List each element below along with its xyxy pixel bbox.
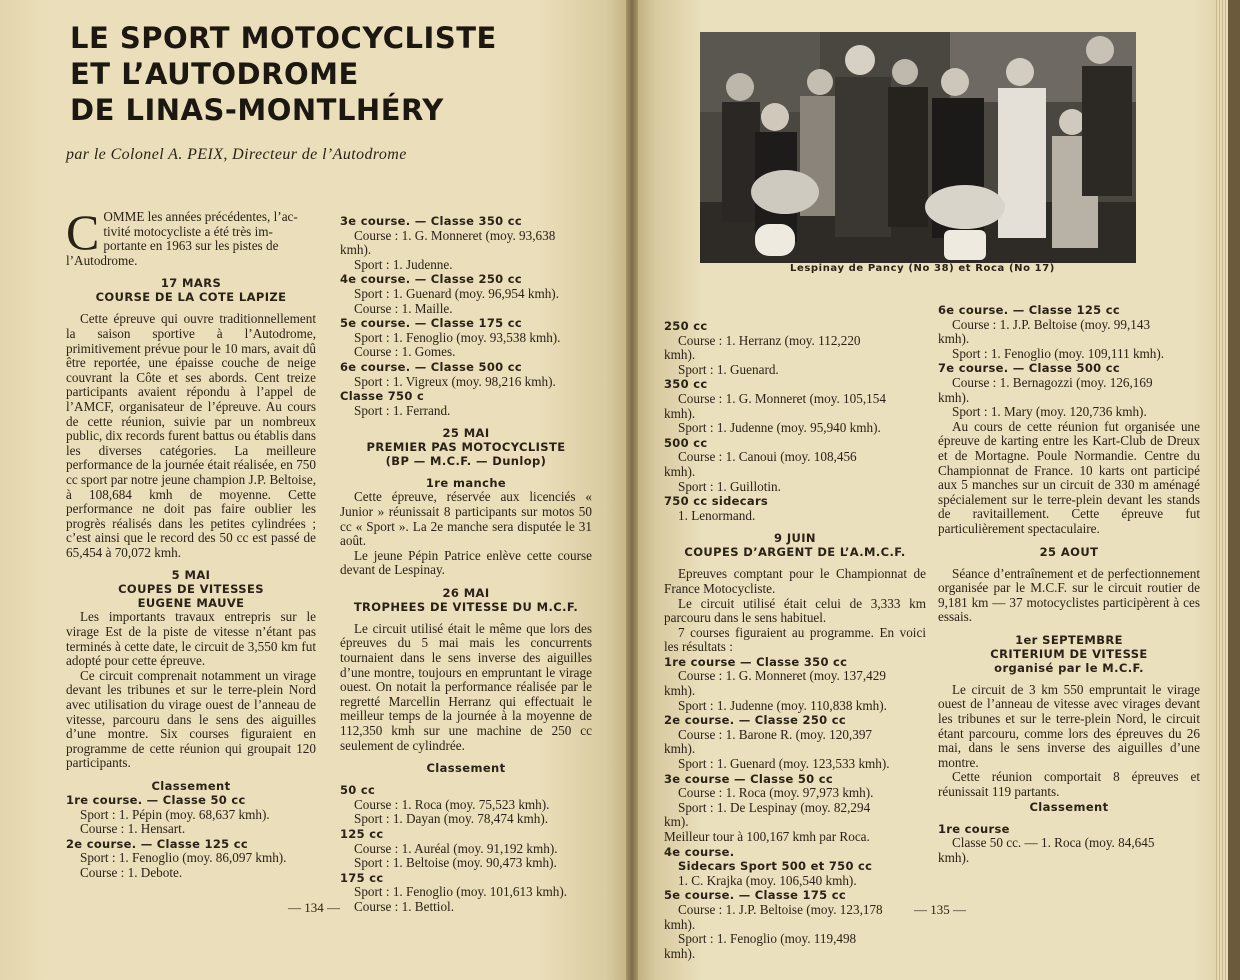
paragraph: Le circuit utilisé était celui de 3,333 km parcouru dans le sens habituel. bbox=[664, 595, 926, 626]
text-line: l’Autodrome. bbox=[66, 252, 138, 268]
race-heading: 3e course — Classe 50 cc bbox=[664, 771, 834, 786]
section-heading: COUPES D’ARGENT DE L’A.M.C.F. bbox=[684, 545, 906, 560]
result-line: Sport : 1. Fenoglio (moy. 101,613 kmh). bbox=[354, 884, 568, 900]
right-column-1 bbox=[664, 319, 926, 961]
class-heading: 750 cc sidecars bbox=[664, 494, 769, 509]
section-heading: COURSE DE LA COTE LAPIZE bbox=[95, 290, 287, 305]
race-heading: Classe 750 c bbox=[340, 389, 425, 404]
manche-heading: 1re manche bbox=[425, 476, 507, 491]
paragraph: Cette réunion comportait 8 épreuves et réunissait 119 partants. bbox=[938, 769, 1200, 800]
result-line: Sport : 1. Dayan (moy. 78,474 kmh). bbox=[354, 811, 549, 827]
section-heading: TROPHEES DE VITESSE DU M.C.F. bbox=[353, 599, 579, 614]
result-line: Course : 1. Herranz (moy. 112,220 bbox=[678, 332, 861, 348]
result-line: kmh). bbox=[664, 405, 696, 421]
result-line: Classe 50 cc. — 1. Roca (moy. 84,645 bbox=[952, 835, 1155, 851]
result-line: 1. C. Krajka (moy. 106,540 kmh). bbox=[678, 872, 857, 888]
result-line: Course : 1. J.P. Beltoise (moy. 123,178 bbox=[678, 901, 883, 917]
result-line: Sport : 1. Pépin (moy. 68,637 kmh). bbox=[80, 806, 270, 822]
race-heading: Sidecars Sport 500 et 750 cc bbox=[678, 859, 873, 874]
section-subheading: organisé par le M.C.F. bbox=[994, 660, 1144, 675]
paragraph: Les importants travaux entrepris sur le virage Est de la piste de vitesse n’étant pas terminés à cette date, le circuit de 3,550 km fut adopté pour cette épreuve. bbox=[66, 609, 316, 669]
paragraph: Le circuit de 3 km 550 empruntait le virage ouest de l’anneau de vitesse avec virages devant les tribunes et sur le terre-plein Nord, le circuit étant parcouru, comme lors des épreuves du 26 mai, dans le sens inverse des aiguilles d’une montre. bbox=[938, 681, 1200, 770]
text-line: portante en 1963 sur les pistes de bbox=[103, 238, 279, 254]
race-heading: 6e course. — Classe 125 cc bbox=[938, 303, 1120, 317]
section-date: 26 MAI bbox=[442, 585, 490, 600]
left-column-2 bbox=[340, 214, 592, 915]
result-line: Sport : 1. Mary (moy. 120,736 kmh). bbox=[952, 404, 1147, 420]
result-line: Sport : 1. Fenoglio (moy. 109,111 kmh). bbox=[952, 345, 1165, 361]
section-heading: EUGENE MAUVE bbox=[137, 596, 245, 611]
result-line: 1. Lenormand. bbox=[678, 507, 756, 523]
book-gutter bbox=[626, 0, 638, 980]
result-line: Course : 1. G. Monneret (moy. 137,429 bbox=[678, 668, 886, 684]
intro-paragraph bbox=[66, 204, 316, 268]
section-heading: PREMIER PAS MOTOCYCLISTE bbox=[366, 440, 566, 455]
section-date: 25 MAI bbox=[442, 426, 490, 441]
result-line: kmh). bbox=[664, 945, 696, 961]
right-column-2 bbox=[938, 303, 1200, 865]
result-line: Sport : 1. Judenne (moy. 95,940 kmh). bbox=[678, 420, 881, 436]
classement-heading: Classement bbox=[426, 761, 506, 776]
paragraph: Séance d’entraînement et de perfectionnement organisée par le M.C.F. sur le circuit routier de 9,181 km — 37 motocyclistes participèrent à ces essais. bbox=[938, 565, 1200, 625]
race-photo bbox=[700, 32, 1136, 263]
result-line: Sport : 1. Guenard (moy. 123,533 kmh). bbox=[678, 756, 890, 772]
race-heading: 6e course. — Classe 500 cc bbox=[340, 359, 522, 374]
section-date: 1er SEPTEMBRE bbox=[1015, 632, 1123, 647]
byline: par le Colonel A. PEIX, Directeur de l’Autodrome bbox=[66, 146, 407, 163]
result-line: Sport : 1. Fenoglio (moy. 86,097 kmh). bbox=[80, 850, 287, 866]
result-line: Sport : 1. Fenoglio (moy. 119,498 bbox=[678, 931, 857, 947]
result-line: Sport : 1. Fenoglio (moy. 93,538 kmh). bbox=[354, 329, 561, 345]
race-heading: 1re course bbox=[938, 821, 1010, 836]
race-heading: 4e course. bbox=[664, 844, 735, 859]
race-heading: 4e course. — Classe 250 cc bbox=[340, 272, 522, 287]
result-line: kmh). bbox=[664, 463, 696, 479]
paragraph: Ce circuit comprenait notamment un virage devant les tribunes et sur le terre-plein Nord avec utilisation du virage ouest de l’anneau de vitesse, parcouru dans le sens des aiguilles d’une montre. Six courses figuraient en programme de cette réunion qui groupait 120 participants. bbox=[66, 667, 316, 771]
classement-heading: Classement bbox=[1029, 799, 1109, 814]
photo-illustration bbox=[700, 32, 1136, 263]
result-line: kmh). bbox=[938, 389, 970, 405]
result-line: Sport : 1. Judenne. bbox=[354, 256, 453, 272]
section-date: 17 MARS bbox=[160, 276, 222, 291]
page-number: — 134 — bbox=[288, 900, 340, 915]
race-heading: 7e course. — Classe 500 cc bbox=[938, 361, 1120, 376]
result-line: kmh). bbox=[664, 741, 696, 757]
result-line: Course : 1. Gomes. bbox=[354, 344, 456, 360]
paragraph: Cette épreuve qui ouvre traditionnellement la saison sportive à l’Autodrome, primitivement prévue pour le 10 mars, avait dû être reportée, une épaisse couche de neige couvrant la Côte et ses abords. Cent treize participants avaient répondu à l’appel de l’AMCF, organisateur de l’épreuve. Au cours de cette réunion, suivie par un nombreux public, dix records furent battus ou établis dans les diverses catégories. La meilleure performance de la journée était réalisée, en 750 cc sport par notre jeune champion J.P. Beltoise, à 108,684 kmh de moyenne. Cette performance ne doit pas faire oublier les progrès réalisés dans les petites cylindrées ; c’est ainsi que le record des 50 cc est passé de 65,454 à 70,072 kmh. bbox=[66, 311, 316, 560]
paragraph: Le jeune Pépin Patrice enlève cette course devant de Lespinay. bbox=[340, 547, 592, 578]
class-heading: 500 cc bbox=[664, 435, 708, 450]
race-heading: 3e course. — Classe 350 cc bbox=[340, 214, 522, 228]
result-line: Course : 1. Roca (moy. 75,523 kmh). bbox=[354, 796, 550, 812]
classement-heading: Classement bbox=[151, 779, 231, 793]
class-heading: 250 cc bbox=[664, 319, 708, 333]
class-heading: 350 cc bbox=[664, 377, 708, 392]
race-heading: 2e course. — Classe 125 cc bbox=[66, 836, 248, 851]
result-line: Course : 1. Barone R. (moy. 120,397 bbox=[678, 726, 873, 742]
section-date: 25 AOUT bbox=[1039, 544, 1099, 559]
paragraph: 7 courses figuraient au programme. En voici les résultats : bbox=[664, 624, 926, 655]
result-line: kmh). bbox=[938, 331, 970, 347]
result-line: Sport : 1. Guillotin. bbox=[678, 478, 781, 494]
race-heading: 5e course. — Classe 175 cc bbox=[664, 888, 846, 903]
race-heading: 1re course — Classe 350 cc bbox=[664, 654, 848, 669]
paragraph: Au cours de cette réunion fut organisée une épreuve de karting entre les Kart-Club de Dreux et de Mortagne. Poule Normandie. Centre du Championnat de France. 10 karts ont participé aux 5 manches sur un circuit de 330 m aménagé spécialement sur le terre-plein devant les stands de ravitaillement. Cette épreuve fut particulièrement spectaculaire. bbox=[938, 418, 1200, 536]
result-line: Sport : 1. Beltoise (moy. 90,473 kmh). bbox=[354, 855, 557, 871]
result-line: Course : 1. Debote. bbox=[80, 864, 183, 880]
result-line: kmh). bbox=[340, 242, 372, 258]
race-heading: 2e course. — Classe 250 cc bbox=[664, 713, 846, 728]
result-line: Course : 1. G. Monneret (moy. 93,638 bbox=[354, 227, 556, 243]
section-subheading: (BP — M.C.F. — Dunlop) bbox=[385, 454, 547, 469]
text-line: OMME les années précédentes, l’ac- bbox=[103, 209, 298, 224]
page-edge bbox=[1216, 0, 1228, 980]
result-line: Course : 1. Maille. bbox=[354, 300, 453, 316]
class-heading: 175 cc bbox=[340, 870, 384, 885]
result-line: Course : 1. Hensart. bbox=[80, 821, 186, 837]
result-line: km). bbox=[664, 814, 689, 830]
result-line: Sport : 1. Ferrand. bbox=[354, 402, 451, 418]
result-line: kmh). bbox=[664, 683, 696, 699]
result-line: Course : 1. Canoui (moy. 108,456 bbox=[678, 449, 857, 465]
result-line: Course : 1. Bettiol. bbox=[354, 898, 455, 914]
class-heading: 50 cc bbox=[340, 783, 376, 798]
section-heading: COUPES DE VITESSES bbox=[118, 582, 264, 597]
paragraph: Le circuit utilisé était le même que lors des épreuves du 5 mai mais les concurrents tournaient dans le sens inverse des aiguilles d’une montre, toujours en empruntant le virage ouest. On notait la performance réalisée par le regretté Marcellin Herranz qui effectuait le meilleur temps de la journée à la moyenne de 112,350 kmh sur une machine de 250 cc seulement de cylindrée. bbox=[340, 620, 592, 753]
page-number: — 135 — bbox=[914, 902, 966, 917]
section-date: 9 JUIN bbox=[774, 531, 816, 546]
result-line: kmh). bbox=[664, 916, 696, 932]
paragraph: Cette épreuve, réservée aux licenciés « Junior » réunissait 8 participants sur motos 50 cc « Sport ». La 2e manche sera disputée le 31 août. bbox=[340, 489, 592, 549]
left-column-1 bbox=[66, 204, 316, 881]
result-line: Course : 1. Auréal (moy. 91,192 kmh). bbox=[354, 840, 558, 856]
result-line: Course : 1. Bernagozzi (moy. 126,169 bbox=[952, 374, 1153, 390]
result-line: Sport : 1. De Lespinay (moy. 82,294 bbox=[678, 799, 871, 815]
title-line: ET L’AUTODROME bbox=[70, 57, 359, 91]
result-line: Sport : 1. Vigreux (moy. 98,216 kmh). bbox=[354, 373, 556, 389]
result-line: Sport : 1. Judenne (moy. 110,838 kmh). bbox=[678, 697, 887, 713]
photo-caption: Lespinay de Pancy (No 38) et Roca (No 17) bbox=[790, 263, 1055, 274]
section-date: 5 MAI bbox=[171, 568, 211, 583]
result-line: Course : 1. J.P. Beltoise (moy. 99,143 bbox=[952, 316, 1151, 332]
result-line: kmh). bbox=[938, 849, 970, 865]
class-heading: 125 cc bbox=[340, 827, 384, 841]
drop-cap: C bbox=[66, 204, 100, 260]
title-line: LE SPORT MOTOCYCLISTE bbox=[70, 21, 497, 55]
race-heading: 5e course. — Classe 175 cc bbox=[340, 316, 522, 331]
result-line: Sport : 1. Guenard (moy. 96,954 kmh). bbox=[354, 285, 559, 301]
result-line: Course : 1. Roca (moy. 97,973 kmh). bbox=[678, 785, 874, 801]
article-title bbox=[70, 20, 497, 128]
result-line: Meilleur tour à 100,167 kmh par Roca. bbox=[664, 829, 870, 844]
paragraph: Epreuves comptant pour le Championnat de France Motocycliste. bbox=[664, 566, 926, 596]
result-line: Course : 1. G. Monneret (moy. 105,154 bbox=[678, 390, 886, 406]
result-line: kmh). bbox=[664, 347, 696, 363]
race-heading: 1re course. — Classe 50 cc bbox=[66, 793, 246, 807]
title-line: DE LINAS-MONTLHÉRY bbox=[70, 93, 444, 127]
text-line: tivité motocycliste a été très im- bbox=[103, 223, 273, 239]
result-line: Sport : 1. Guenard. bbox=[678, 361, 779, 377]
section-heading: CRITERIUM DE VITESSE bbox=[990, 646, 1148, 661]
